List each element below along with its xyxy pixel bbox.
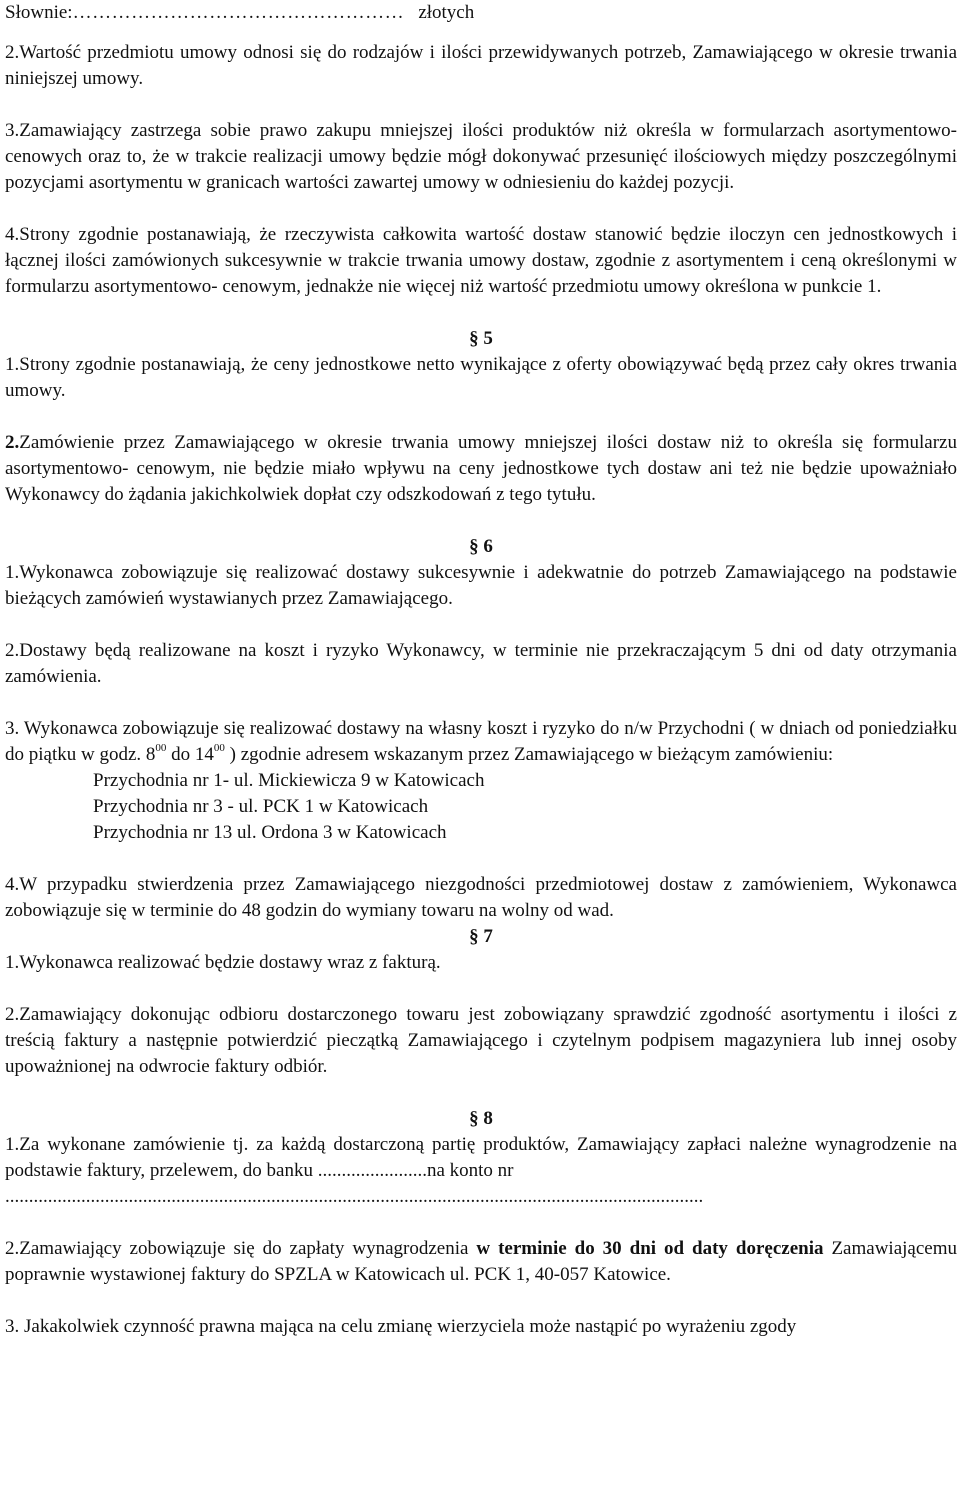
hour-superscript-1: 00 xyxy=(155,742,167,754)
payment-term-emphasis: w terminie do 30 dni od daty doręczenia xyxy=(476,1238,824,1259)
section5-paragraph-2 xyxy=(5,430,957,508)
section4-paragraph-2: 2.Wartość przedmiotu umowy odnosi się do rodzajów i ilości przewidywanych potrzeb, Zamawiającego w okresie trwania niniejszej umowy. xyxy=(5,42,957,89)
section7-paragraph-1: 1.Wykonawca realizować będzie dostawy wraz z fakturą. xyxy=(5,952,441,973)
section8-paragraph-2-part-a: 2.Zamawiający zobowiązuje się do zapłaty wynagrodzenia xyxy=(5,1238,477,1259)
amount-in-words-label: Słownie: xyxy=(5,2,73,23)
section-7-heading: § 7 xyxy=(469,926,493,947)
section8-paragraph-1: 1.Za wykonane zamówienie tj. za każdą dostarczoną partię produktów, Zamawiający zapłaci należne wynagrodzenie na podstawie faktury, przelewem, do banku .......................na konto nr xyxy=(5,1134,957,1181)
contract-document xyxy=(5,0,957,1340)
section8-paragraph-2-part-b: Zamawiającemu poprawnie wystawionej faktury do SPZLA w Katowicach ul. PCK 1, 40-057 Katowice. xyxy=(5,1238,957,1285)
clinic-address-3: Przychodnia nr 13 ul. Ordona 3 w Katowicach xyxy=(93,822,447,843)
section6-paragraph-1: 1.Wykonawca zobowiązuje się realizować dostawy sukcesywnie i adekwatnie do potrzeb Zamawiającego na podstawie bieżących zamówień wystawianych przez Zamawiającego. xyxy=(5,562,957,609)
amount-in-words-line xyxy=(5,0,957,26)
bank-account-blank: ................................................................................................................................................... xyxy=(5,1186,704,1207)
section6-paragraph-3-part-a: 3. Wykonawca zobowiązuje się realizować dostawy na własny koszt i ryzyko do n/w Przychodni ( w dniach od poniedziałku do piątku w godz. 8 xyxy=(5,718,957,765)
section6-paragraph-2: 2.Dostawy będą realizowane na koszt i ryzyko Wykonawcy, w terminie nie przekraczającym 5 dni od daty otrzymania zamówienia. xyxy=(5,640,957,687)
section4-paragraph-4: 4.Strony zgodnie postanawiają, że rzeczywista całkowita wartość dostaw stanowić będzie iloczyn cen jednostkowych i łącznej ilości zamówionych sukcesywnie w trakcie trwania umowy dostaw, zgodnie z asortymentem i ceną określonymi w formularzu asortymentowo- cenowym, jednakże nie więcej niż wartość przedmiotu umowy określona w punkcie 1. xyxy=(5,224,957,297)
section6-paragraph-3-part-b: do 14 xyxy=(166,744,214,765)
section5-paragraph-1: 1.Strony zgodnie postanawiają, że ceny jednostkowe netto wynikające z oferty obowiązywać będą przez cały okres trwania umowy. xyxy=(5,354,957,401)
currency-label: złotych xyxy=(418,2,475,23)
section6-paragraph-3 xyxy=(5,716,957,768)
hour-superscript-2: 00 xyxy=(213,742,225,754)
section7-paragraph-2: 2.Zamawiający dokonując odbioru dostarczonego towaru jest zobowiązany sprawdzić zgodność asortymentu i ilości z treścią faktury a następnie potwierdzić pieczątką Zamawiającego i czytelnym podpisem magazyniera lub innej osoby upoważnionej na odwrocie faktury odbiór. xyxy=(5,1004,957,1077)
section5-paragraph-2-number: 2. xyxy=(5,432,20,453)
section-8-heading: § 8 xyxy=(469,1108,493,1129)
clinic-address-2: Przychodnia nr 3 - ul. PCK 1 w Katowicach xyxy=(93,796,429,817)
section-5-heading: § 5 xyxy=(469,328,493,349)
clinic-address-1: Przychodnia nr 1- ul. Mickiewicza 9 w Katowicach xyxy=(93,770,485,791)
section5-paragraph-2-text: Zamówienie przez Zamawiającego w okresie trwania umowy mniejszej ilości dostaw niż to określa się formularzu asortymentowo- cenowym, nie będzie miało wpływu na ceny jednostkowe tych dostaw ani też nie będzie upoważniało Wykonawcy do żądania jakichkolwiek dopłat czy odszkodowań z tego tytułu. xyxy=(5,432,957,505)
section4-paragraph-3: 3.Zamawiający zastrzega sobie prawo zakupu mniejszej ilości produktów niż określa w formularzach asortymentowo- cenowych oraz to, że w trakcie realizacji umowy będzie mógł dokonywać przesunięć ilościowych między poszczególnymi pozycjami asortymentu w granicach wartości zawartej umowy w odniesieniu do każdej pozycji. xyxy=(5,120,957,193)
section8-paragraph-3: 3. Jakakolwiek czynność prawna mająca na celu zmianę wierzyciela może nastąpić po wyrażeniu zgody xyxy=(5,1316,797,1337)
section6-paragraph-4: 4.W przypadku stwierdzenia przez Zamawiającego niezgodności przedmiotowej dostaw z zamówieniem, Wykonawca zobowiązuje się w terminie do 48 godzin do wymiany towaru na wolny od wad. xyxy=(5,874,957,921)
section-6-heading: § 6 xyxy=(469,536,493,557)
section8-paragraph-2 xyxy=(5,1236,957,1288)
amount-in-words-blank: …………………………………………… xyxy=(72,2,405,23)
section6-paragraph-3-part-c: ) zgodnie adresem wskazanym przez Zamawiającego w bieżącym zamówieniu: xyxy=(224,744,834,765)
